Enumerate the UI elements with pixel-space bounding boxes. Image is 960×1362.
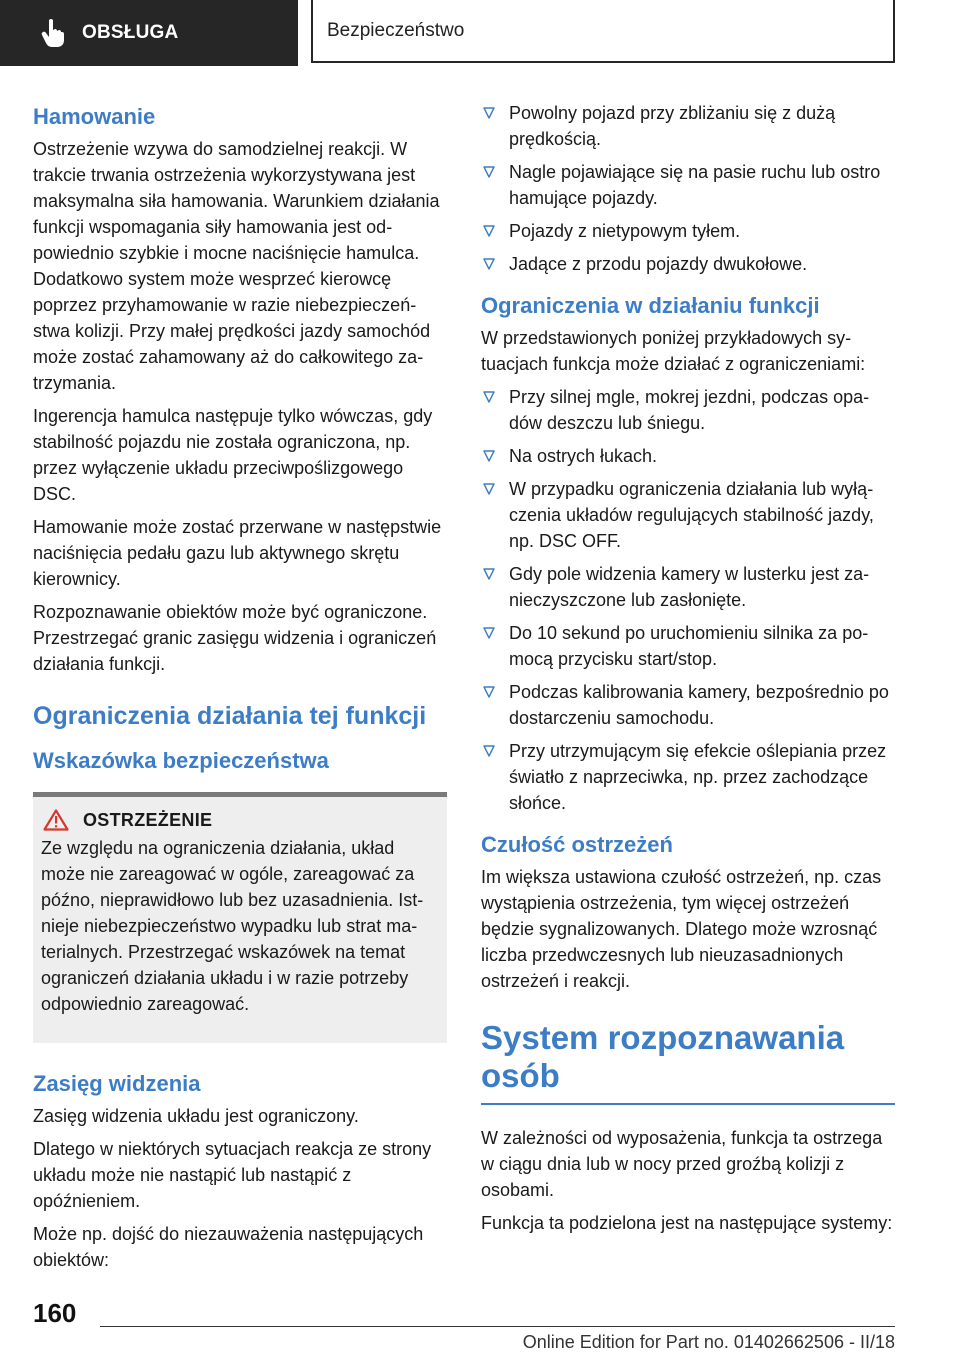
warning-box — [33, 792, 447, 1043]
paragraph: Może np. dojść do niezauważenia następujących obiektów: — [33, 1224, 424, 1270]
triangle-bullet-icon — [483, 568, 495, 580]
list-item — [481, 738, 895, 816]
footer-rule — [100, 1326, 895, 1327]
list-item-text: Gdy pole widzenia kamery w lusterku jest zanieczyszczone lub zasłonięte. — [509, 564, 870, 610]
heading-line: System rozpoznawania — [481, 1019, 845, 1056]
list-item-text: Powolny pojazd przy zbliżaniu się z dużą prędkością. — [509, 103, 836, 149]
paragraph: Zasięg widzenia układu jest ograniczony. — [33, 1106, 359, 1126]
paragraph: Ingerencja hamulca następuje tylko wówczas, gdy stabilność pojazdu nie została ograniczona, np. przez wyłączenie układu przeciwpoślizgowego DSC. — [33, 406, 433, 504]
list-item — [481, 218, 895, 244]
list-item-text: Przy utrzymującym się efekcie oślepiania przez światło z naprzeciwka, np. przez zachodzące słońce. — [509, 741, 887, 813]
warning-header — [41, 809, 439, 831]
triangle-bullet-icon — [483, 483, 495, 495]
list-item — [481, 384, 895, 436]
warning-title: OSTRZEŻENIE — [83, 809, 213, 830]
warning-triangle-icon — [43, 809, 69, 831]
hand-pointer-icon — [40, 18, 66, 48]
heading-zasieg: Zasięg widzenia — [33, 1071, 201, 1096]
paragraph: Ostrzeżenie wzywa do samodzielnej reakcji. W trakcie trwania ostrzeżenia wykorzystywana jest maksymalna siła hamowania. Warunkiem działania funkcji wspomagania siły hamowania jest odpowiednio szybkie i mocne naciśnięcie hamulca. Dodatkowo system może wesprzeć kierowcę poprzez przyhamowanie w razie niebezpieczeństwa kolizji. Przy małej prędkości jazdy samochód może zostać zahamowany aż do całkowitego zatrzymania. — [33, 139, 440, 393]
list-item-text: Do 10 sekund po uruchomieniu silnika za pomocą przycisku start/stop. — [509, 623, 869, 669]
paragraph: Dlatego w niektórych sytuacjach reakcja ze strony układu może nie nastąpić lub nastąpić z opóźnieniem. — [33, 1139, 432, 1211]
section-tab — [0, 0, 298, 66]
list-item-text: Na ostrych łukach. — [509, 446, 658, 466]
paragraph: W przedstawionych poniżej przykładowych sytuacjach funkcja może działać z ograniczeniami: — [481, 328, 866, 374]
list-item — [481, 251, 895, 277]
list-item — [481, 100, 895, 152]
triangle-bullet-icon — [483, 745, 495, 757]
heading-ograniczenia: Ograniczenia działania tej funkcji — [33, 702, 427, 730]
triangle-bullet-icon — [483, 686, 495, 698]
list-item — [481, 159, 895, 211]
page-number: 160 — [33, 1298, 77, 1328]
list-item-text: Podczas kalibrowania kamery, bezpośrednio po dostarczeniu samochodu. — [509, 682, 889, 728]
paragraph: Rozpoznawanie obiektów może być ograniczone. Przestrzegać granic zasięgu widzenia i ograniczeń działania funkcji. — [33, 602, 437, 674]
triangle-bullet-icon — [483, 107, 495, 119]
triangle-bullet-icon — [483, 258, 495, 270]
list-item — [481, 620, 895, 672]
list-item-text: Jadące z przodu pojazdy dwukołowe. — [509, 254, 808, 274]
section-label: OBSŁUGA — [82, 22, 179, 43]
paragraph: Funkcja ta podzielona jest na następujące systemy: — [481, 1213, 893, 1233]
triangle-bullet-icon — [483, 450, 495, 462]
list-item — [481, 476, 895, 554]
triangle-bullet-icon — [483, 225, 495, 237]
bullet-list-limitations — [481, 384, 895, 816]
edition-text: Online Edition for Part no. 01402662506 - II/18 — [522, 1332, 895, 1352]
paragraph: Im większa ustawiona czułość ostrzeżeń, np. czas wystąpienia ostrzeżenia, tym więcej ostrzeżeń będzie sygnalizowanych. Dlatego może wzrosnąć liczba przedwczesnych lub nieuzasadnionych ostrzeżeń i reakcji. — [481, 867, 882, 991]
right-column — [481, 100, 895, 1243]
left-column — [33, 100, 447, 1280]
list-item — [481, 561, 895, 613]
list-item-text: Pojazdy z nietypowym tyłem. — [509, 221, 741, 241]
page-header — [0, 0, 960, 66]
heading-ograniczenia-funkcji: Ograniczenia w działaniu funkcji — [481, 293, 820, 318]
list-item-text: Przy silnej mgle, mokrej jezdni, podczas opadów deszczu lub śniegu. — [509, 387, 870, 433]
heading-system-rozpoznawania — [481, 1019, 895, 1095]
heading-czulosc: Czułość ostrzeżeń — [481, 832, 673, 857]
heading-wskazowka: Wskazówka bezpieczeństwa — [33, 748, 329, 773]
paragraph: W zależności od wyposażenia, funkcja ta ostrzega w ciągu dnia lub w nocy przed groźbą kolizji z osobami. — [481, 1128, 883, 1200]
heading-hamowanie: Hamowanie — [33, 104, 156, 129]
bullet-list-objects — [481, 100, 895, 277]
list-item — [481, 443, 895, 469]
paragraph: Hamowanie może zostać przerwane w następstwie naciśnięcia pedału gazu lub aktywnego skrętu kierownicy. — [33, 517, 442, 589]
list-item-text: W przypadku ograniczenia działania lub wyłączenia układów regulujących stabilność jazdy, np. DSC OFF. — [509, 479, 874, 551]
warning-text: Ze względu na ograniczenia działania, układ może nie zareagować w ogóle, zareagować za późno, nieprawidłowo lub bez uzasadnienia. Istnieje niebezpieczeństwo wypadku lub strat materialnych. Przestrzegać wskazówek na temat ograniczeń działania układu i w razie potrzeby odpowiednio zareagować. — [41, 838, 424, 1014]
breadcrumb-label: Bezpieczeństwo — [327, 19, 465, 41]
breadcrumb — [311, 0, 895, 63]
triangle-bullet-icon — [483, 166, 495, 178]
heading-line: osób — [481, 1057, 560, 1094]
triangle-bullet-icon — [483, 391, 495, 403]
triangle-bullet-icon — [483, 627, 495, 639]
list-item-text: Nagle pojawiające się na pasie ruchu lub ostro hamujące pojazdy. — [509, 162, 881, 208]
list-item — [481, 679, 895, 731]
